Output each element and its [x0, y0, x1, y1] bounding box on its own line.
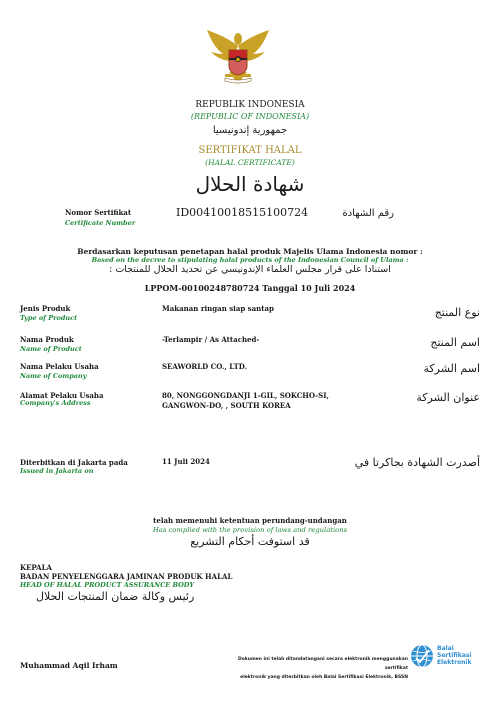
certificate-number: ID00410018515100724 [176, 206, 309, 219]
signatory-title: KEPALA [20, 563, 52, 572]
field-label-en: Name of Company [20, 372, 87, 380]
certificate-number-label-en: Certificate Number [65, 219, 136, 227]
field-value-line2: GANGWON-DO, , SOUTH KOREA [162, 401, 291, 410]
field-company-address [0, 391, 500, 421]
field-label-ar: اسم المنتج [430, 336, 480, 349]
field-label-en: Name of Product [20, 345, 82, 353]
certificate-title-ar: شهادة الحلال [195, 172, 305, 196]
signatory-agency-ar: رئيس وكالة ضمان المنتجات الحلال [36, 590, 195, 603]
garuda-emblem [203, 26, 273, 88]
field-label-ar: نوع المنتج [434, 306, 480, 319]
certificate-label-block [65, 208, 135, 227]
country-name-en: (REPUBLIC OF INDONESIA) [190, 112, 310, 121]
field-label: Jenis Produk [20, 304, 71, 313]
esign-notice-line2: elektronik yang diterbitkan oleh Balai Sertifikasi Elektronik, BSSN [240, 675, 408, 680]
signatory-agency-en: HEAD OF HALAL PRODUCT ASSURANCE BODY [20, 581, 195, 589]
field-value: 80, NONGGONGDANJI 1-GIL, SOKCHO-SI, [162, 391, 329, 400]
certificate-number-label: Nomor Sertifikat [65, 208, 132, 217]
field-label-en: Company's Address [20, 399, 91, 407]
bsre-logo [410, 644, 490, 670]
compliance-text-ar: قد استوفت أحكام التشريع [190, 535, 310, 548]
issued-label-ar: أصدرت الشهادة بجاكرتا في [354, 456, 480, 469]
field-label-ar: اسم الشركة [423, 362, 480, 375]
decree-text-en: Based on the decree to stipulating halal products of the Indonesian Council of Ulama : [91, 256, 409, 264]
country-name-ar: جمهورية إندونيسيا [212, 125, 288, 136]
signatory-agency: BADAN PENYELENGGARA JAMINAN PRODUK HALAL [20, 572, 233, 581]
issued-label: Diterbitkan di Jakarta pada [20, 458, 128, 467]
field-label: Nama Produk [20, 335, 74, 344]
bsre-line3: Elektronik [437, 659, 472, 666]
issued-date: 11 Juli 2024 [162, 457, 210, 466]
country-name: REPUBLIK INDONESIA [195, 100, 305, 110]
signatory-name: Muhammad Aqil Irham [20, 661, 118, 670]
compliance-text-en: Has complied with the provision of laws and regulations [152, 526, 348, 534]
field-label: Nama Pelaku Usaha [20, 362, 99, 371]
issued-label-en: Issued in Jakarta on [20, 467, 94, 475]
bsre-line1: Balai [437, 645, 454, 652]
field-name-of-product [0, 335, 500, 365]
decree-text: Berdasarkan keputusan penetapan halal produk Majelis Ulama Indonesia nomor : [77, 247, 423, 256]
field-value: SEAWORLD CO., LTD. [162, 362, 248, 371]
field-label-en: Type of Product [20, 314, 78, 322]
esign-notice [228, 655, 408, 682]
compliance-text: telah memenuhi ketentuan perundang-undangan [153, 516, 347, 525]
bsre-globe-icon [410, 644, 434, 668]
field-label: Alamat Pelaku Usaha [20, 391, 104, 400]
decree-text-ar: استنادا على قرار مجلس العلماء الإندونيسي عن تحديد الحلال للمنتجات : [109, 264, 391, 275]
field-name-of-company [0, 362, 500, 392]
field-value: -Terlampir / As Attached- [162, 335, 260, 344]
field-label-ar: عنوان الشركة [416, 391, 480, 404]
field-type-of-product [0, 304, 500, 334]
esign-notice-line1: Dokumen ini telah ditandatangani secara elektronik menggunakan sertifikat [237, 657, 408, 671]
certificate-number-label-ar: رقم الشهادة [342, 208, 394, 219]
certificate-title-en: (HALAL CERTIFICATE) [205, 158, 295, 167]
certificate-title: SERTIFIKAT HALAL [198, 145, 302, 156]
field-value: Makanan ringan siap santap [162, 304, 274, 313]
bsre-line2: Sertifikasi [437, 652, 472, 659]
decree-number: LPPOM-00100248780724 Tanggal 10 Juli 2024 [144, 283, 356, 293]
